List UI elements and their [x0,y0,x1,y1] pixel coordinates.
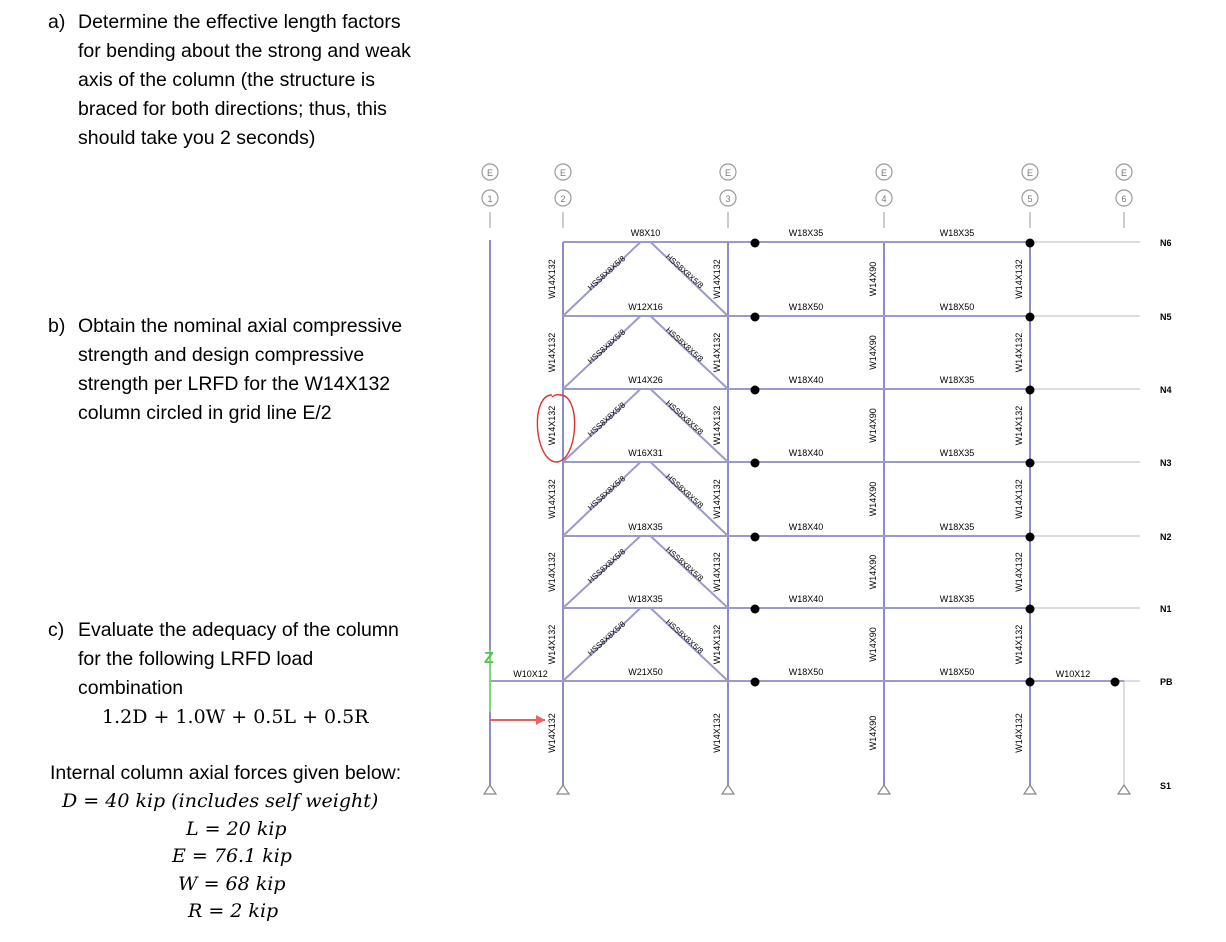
question-a-label: a) [48,11,66,33]
column-label: W14X132 [1014,479,1024,519]
question-b-label: b) [48,315,66,337]
grid-bubble-number: 1 [487,194,493,204]
column-label: W14X132 [1014,259,1024,299]
question-a-line: axis of the column (the structure is [78,69,375,91]
beam-label: W18X40 [788,375,824,385]
force-dead: D = 40 kip (includes self weight) [62,790,379,812]
force-earthquake: E = 76.1 kip [172,845,292,867]
brace-label: HSS8X8X5/8 [663,617,705,656]
release-dot [1026,313,1035,322]
grid-bubble-letter: E [880,168,888,178]
force-roof: R = 2 kip [188,900,279,922]
question-c-label: c) [48,619,65,641]
level-label: PB [1160,677,1173,687]
beam-label: W10X12 [513,669,548,679]
support-icon [557,785,569,794]
column-label: W14X90 [868,335,878,370]
column-label: W14X132 [1014,405,1024,446]
column-label: W14X132 [547,624,557,665]
brace-label: HSS8X8X5/8 [663,398,705,437]
column-label: W14X90 [868,627,878,662]
grid-bubble-letter: E [486,168,494,178]
level-label: S1 [1160,781,1172,791]
beam-label: W18X35 [628,594,663,604]
level-label: N6 [1160,238,1172,248]
question-b-line: strength per LRFD for the W14X132 [78,373,391,395]
grid-bubble-number: 4 [881,194,887,204]
beam-label: W18X50 [939,302,975,312]
level-label: N4 [1160,385,1172,395]
support-icon [1024,785,1036,794]
column-label: W14X132 [712,259,722,299]
brace-label: HSS8X8X5/8 [586,254,628,293]
beam-label: W10X12 [1055,669,1091,679]
question-b-line: strength and design compressive [78,344,365,366]
forces-title: Internal column axial forces given below: [50,762,402,784]
column-label: W14X132 [1014,332,1024,373]
release-dot [751,386,760,395]
grid-bubble-number: 5 [1027,194,1033,204]
question-a-line: braced for both directions; thus, this [78,98,387,120]
beam-label: W21X50 [628,667,663,677]
brace-label: HSS8X8X5/8 [586,619,628,658]
beam-label: W18X50 [788,667,824,677]
question-c-line: combination [78,677,184,699]
column-label: W14X90 [868,554,878,590]
level-label: N3 [1160,458,1172,468]
support-icon [1118,785,1130,794]
release-dot [751,533,760,542]
question-a-line: Determine the effective length factors [78,11,401,33]
beam-label: W18X35 [939,228,975,238]
column-label: W14X132 [547,713,557,753]
column-label: W14X132 [547,552,557,592]
beam-label: W18X35 [939,448,975,458]
column-label: W14X132 [712,479,722,519]
beam-label: W18X40 [788,594,824,604]
column-label: W14X132 [712,405,722,446]
brace-label: HSS8X8X5/8 [586,327,628,366]
beam-label: W18X35 [939,522,975,532]
release-dot [751,239,760,248]
release-dot [1026,459,1035,468]
beam-label: W14X26 [628,375,663,385]
x-axis-arrow [536,715,545,725]
grid-bubble-letter: E [1026,168,1034,178]
beam-label: W8X10 [630,228,661,238]
column-label: W14X132 [1014,552,1024,592]
brace-label: HSS8X8X5/8 [663,545,705,584]
question-a-line: should take you 2 seconds) [78,127,316,149]
grid-bubble-number: 6 [1121,194,1127,204]
column-label: W14X90 [868,261,878,297]
beam-label: W18X35 [628,522,663,532]
grid-bubble-number: 3 [725,194,731,204]
release-dot [1026,678,1035,687]
release-dot [751,459,760,468]
release-dot [751,605,760,614]
load-combination: 1.2D + 1.0W + 0.5L + 0.5R [102,706,369,728]
grid-bubble-number: 2 [560,194,566,204]
column-label: W14X132 [1014,624,1024,665]
beam-label: W18X40 [788,448,824,458]
release-dot [1026,239,1035,248]
beam-label: W18X40 [788,522,824,532]
grid-bubble-letter: E [1120,168,1128,178]
release-dot [1026,386,1035,395]
question-b-line: column circled in grid line E/2 [78,402,332,424]
force-wind: W = 68 kip [178,873,286,895]
question-c-line: for the following LRFD load [78,648,314,670]
column-label: W14X132 [547,479,557,519]
support-icon [722,785,734,794]
brace-label: HSS8X8X5/8 [663,252,705,291]
beam-label: W18X35 [939,375,975,385]
level-label: N5 [1160,312,1172,322]
question-a-line: for bending about the strong and weak [78,40,411,62]
release-dot [1026,605,1035,614]
beam-label: W18X35 [939,594,975,604]
brace-label: HSS8X8X5/8 [663,472,705,511]
column-label: W14X132 [547,332,557,373]
support-icon [878,785,890,794]
column-label: W14X132 [547,405,557,446]
brace-label: HSS8X8X5/8 [586,400,628,439]
brace-label: HSS8X8X5/8 [663,325,705,364]
release-dot [751,313,760,322]
support-icon [484,785,496,794]
brace-label: HSS8X8X5/8 [586,474,628,513]
level-label: N2 [1160,532,1172,542]
brace-label: HSS8X8X5/8 [586,547,628,586]
column-label: W14X132 [712,332,722,373]
z-axis-label: Z [484,650,494,667]
column-label: W14X132 [712,552,722,592]
column-label: W14X132 [1014,713,1024,753]
column-label: W14X132 [712,713,722,753]
beam-label: W12X16 [628,302,663,312]
grid-bubble-letter: E [559,168,567,178]
column-label: W14X132 [712,624,722,665]
beam-label: W16X31 [628,448,663,458]
release-dot [1026,533,1035,542]
beam-label: W18X50 [939,667,975,677]
release-dot [751,678,760,687]
beam-label: W18X50 [788,302,824,312]
level-label: N1 [1160,604,1172,614]
question-c-line: Evaluate the adequacy of the column [78,619,399,641]
column-label: W14X132 [547,259,557,299]
column-label: W14X90 [868,408,878,443]
question-b-line: Obtain the nominal axial compressive [78,315,403,337]
force-live: L = 20 kip [186,818,287,840]
column-label: W14X90 [868,715,878,751]
beam-label: W18X35 [788,228,824,238]
column-label: W14X90 [868,481,878,517]
grid-bubble-letter: E [724,168,732,178]
release-dot [1111,678,1120,687]
